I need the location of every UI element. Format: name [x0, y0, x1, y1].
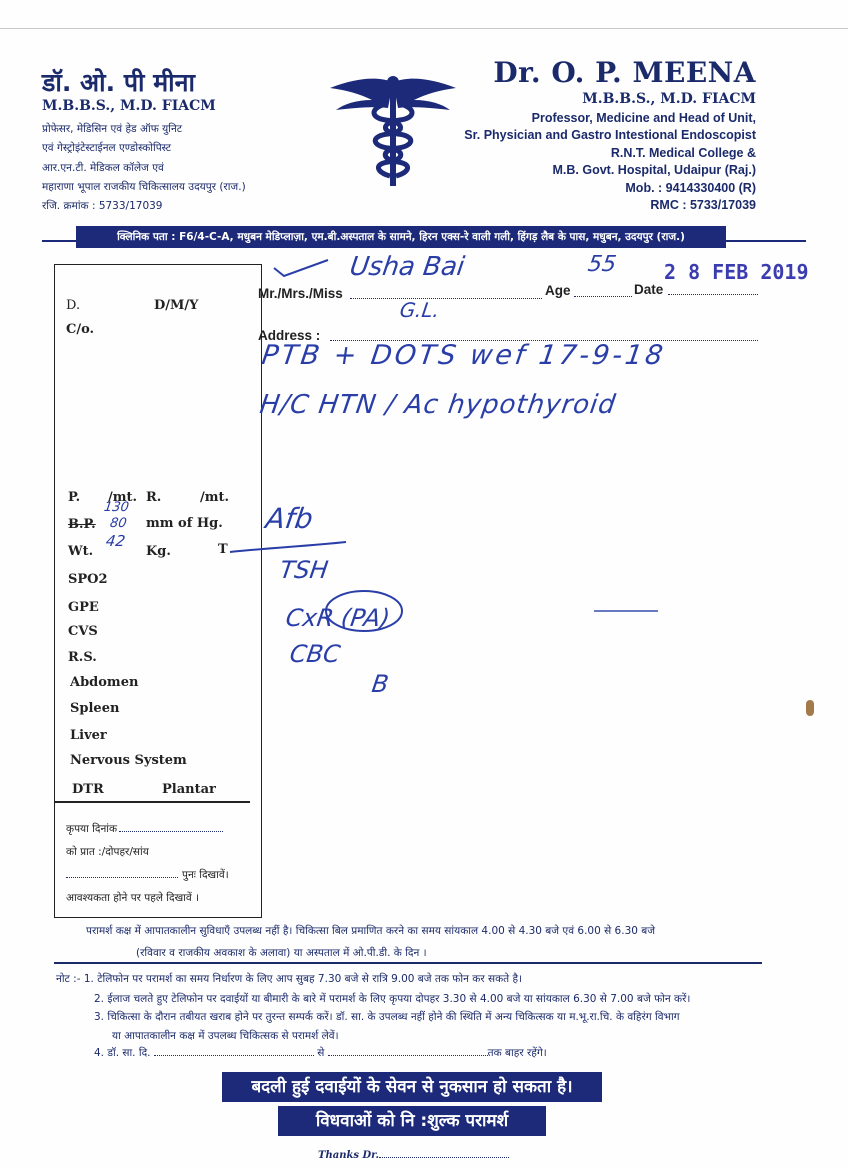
rx-item-afb: Afb [263, 502, 316, 535]
rx-item-signature: B [370, 670, 391, 698]
exam-spo2: SPO2 [68, 572, 108, 587]
note-2: 2. ईलाज चलते हुए टेलिफोन पर दवाईयों या बीमारी के बारे में परामर्श के लिए कृपया दोपहर 3.30 से 4.00 बजे या सांयकाल 6.30 से 7.00 बजे फोन करें। [94, 993, 691, 1005]
exam-spleen: Spleen [70, 701, 120, 716]
bp-unit: mm of Hg. [146, 516, 223, 531]
emergency-note-line-1: परामर्श कक्ष में आपातकालीन सुविधाएँ उपलब्ध नहीं है। चिकित्सा बिल प्रमाणित करने का समय सांयकाल 4.00 से 4.30 बजे एवं 6.00 से 6.30 बजे [86, 925, 656, 937]
note-4: 4. डॉ. सा. दि. से तक बाहर रहेंगे। [94, 1047, 547, 1059]
plantar-label: Plantar [162, 782, 216, 797]
bp-handwritten-top: 130 [102, 500, 130, 515]
age-dotted-line [574, 296, 632, 297]
patient-name-handwritten: Usha Bai [347, 252, 467, 282]
dmy-label: D/M/Y [154, 298, 199, 313]
note-3-cont: या आपातकालीन कक्ष में उपलब्ध चिकित्सक से परामर्श लेवें। [112, 1030, 339, 1042]
exam-abdomen: Abdomen [70, 675, 139, 690]
pulse-unit: /mt. [108, 490, 138, 505]
wt-label: Wt. [68, 544, 94, 559]
age-label: Age [545, 283, 571, 298]
date-dotted-line [668, 294, 758, 295]
address-label: Address : [258, 328, 321, 343]
care-of-handwritten: G.L. [398, 298, 442, 322]
temp-label: T [218, 542, 228, 557]
followup-line-3: पुनः दिखावें। [66, 864, 256, 887]
header-left-line-2: एवं गेस्ट्रोइंटेस्टाईनल एण्डोस्कोपिस्ट [42, 142, 172, 154]
followup-line-1: कृपया दिनांक [66, 818, 256, 841]
resp-unit: /mt. [200, 490, 230, 505]
header-left [42, 68, 302, 213]
resp-label: R. [146, 490, 162, 505]
exam-gpe: GPE [68, 600, 99, 615]
d-label: D. [66, 298, 81, 313]
name-dotted-line [350, 298, 542, 299]
history-note-1: PTB + DOTS wef 17-9-18 [259, 340, 668, 371]
header-right-line-6: RMC : 5733/17039 [650, 198, 756, 213]
notes-divider [54, 962, 762, 964]
emergency-note [86, 920, 776, 964]
pulse-label: P. [68, 490, 81, 505]
check-mark-icon [272, 256, 332, 280]
clinic-address-bar: क्लिनिक पता : F6/4-C-A, मधुबन मेडिप्लाज़ा, एम.बी.अस्पताल के सामने, हिरन एक्स-रे वाली गली, हिंगड़ लैब के पास, मधुबन, उदयपुर (राज.) [76, 226, 726, 248]
header-left-line-3: आर.एन.टी. मेडिकल कॉलेज एवं [42, 162, 164, 174]
note-3: 3. चिकित्सा के दौरान तबीयत खराब होने पर तुरन्त सम्पर्क करें। डॉ. सा. के उपलब्ध नहीं होने की स्थिति में अन्य चिकित्सक या म.भू.रा.चि. के वहिरंग विभाग [94, 1011, 680, 1023]
header-right [336, 56, 756, 108]
doctor-degree-left: M.B.B.S., M.D. FIACM [42, 98, 216, 114]
header-right-line-1: Professor, Medicine and Head of Unit, [531, 111, 756, 125]
header-right-line-5: Mob. : 9414330400 (R) [625, 180, 756, 195]
kg-label: Kg. [146, 544, 171, 559]
bp-handwritten-bottom: 80 [108, 516, 128, 531]
emergency-note-line-2: (रविवार व राजकीय अवकाश के अलावा) या अस्पताल में ओ.पी.डी. के दिन । [136, 947, 427, 959]
rx-item-cxr: CxR (PA) [284, 604, 392, 632]
exam-cvs: CVS [68, 624, 98, 639]
doctor-degree-right: M.B.B.S., M.D. FIACM [582, 91, 756, 107]
co-label: C/o. [66, 322, 95, 337]
thanks-line: Thanks Dr. [318, 1150, 509, 1161]
header-right-details [316, 110, 756, 214]
rx-underline [228, 538, 348, 558]
cxr-circle [322, 588, 406, 634]
rx-item-tsh: TSH [278, 556, 330, 584]
history-note-2: H/C HTN / Ac hypothyroid [257, 390, 619, 420]
header-right-line-2: Sr. Physician and Gastro Intestional Endoscopist [464, 128, 756, 143]
header-left-line-4: महाराणा भूपाल राजकीय चिकित्सालय उदयपुर (राज.) [42, 181, 246, 193]
followup-divider [54, 801, 250, 803]
doctor-name-english: Dr. O. P. MEENA [493, 56, 756, 89]
bp-label: B.P. [68, 517, 96, 532]
followup-line-4: आवश्यकता होने पर पहले दिखावें । [66, 892, 200, 904]
free-consultation-banner: विधवाओं को नि :शुल्क परामर्श [278, 1106, 546, 1136]
exam-rs: R.S. [68, 650, 97, 665]
doctor-name-hindi: डॉ. ओ. पी मीना [42, 68, 195, 97]
note-1: नोट :- 1. टेलिफोन पर परामर्श का समय निर्धारण के लिए आप सुबह 7.30 बजे से रात्रि 9.00 बजे तक फोन कर सकते है। [56, 973, 523, 985]
header-left-line-5: रजि. क्रमांक : 5733/17039 [42, 200, 163, 212]
followup-block [66, 818, 256, 910]
followup-line-2: को प्रात :/दोपहर/सांय [66, 846, 149, 858]
dtr-label: DTR [72, 782, 104, 797]
age-handwritten: 55 [586, 252, 618, 277]
date-label: Date [634, 282, 664, 297]
name-label: Mr./Mrs./Miss [258, 286, 343, 301]
rx-item-cbc: CBC [288, 640, 342, 668]
wt-handwritten: 42 [104, 532, 127, 550]
top-scan-edge [0, 28, 848, 29]
right-scan-mark [806, 700, 814, 716]
header-right-line-3: R.N.T. Medical College & [610, 145, 756, 160]
exam-liver: Liver [70, 728, 107, 743]
date-stamp: 2 8 FEB 2019 [664, 260, 809, 284]
warning-banner: बदली हुई दवाईयों के सेवन से नुकसान हो सकता है। [222, 1072, 602, 1102]
header-right-line-4: M.B. Govt. Hospital, Udaipur (Raj.) [552, 163, 756, 178]
header-left-line-1: प्रोफेसर, मेडिसिन एवं हेड ऑफ युनिट [42, 123, 183, 135]
exam-nervous-system: Nervous System [70, 753, 187, 768]
stray-pen-line [594, 610, 658, 612]
